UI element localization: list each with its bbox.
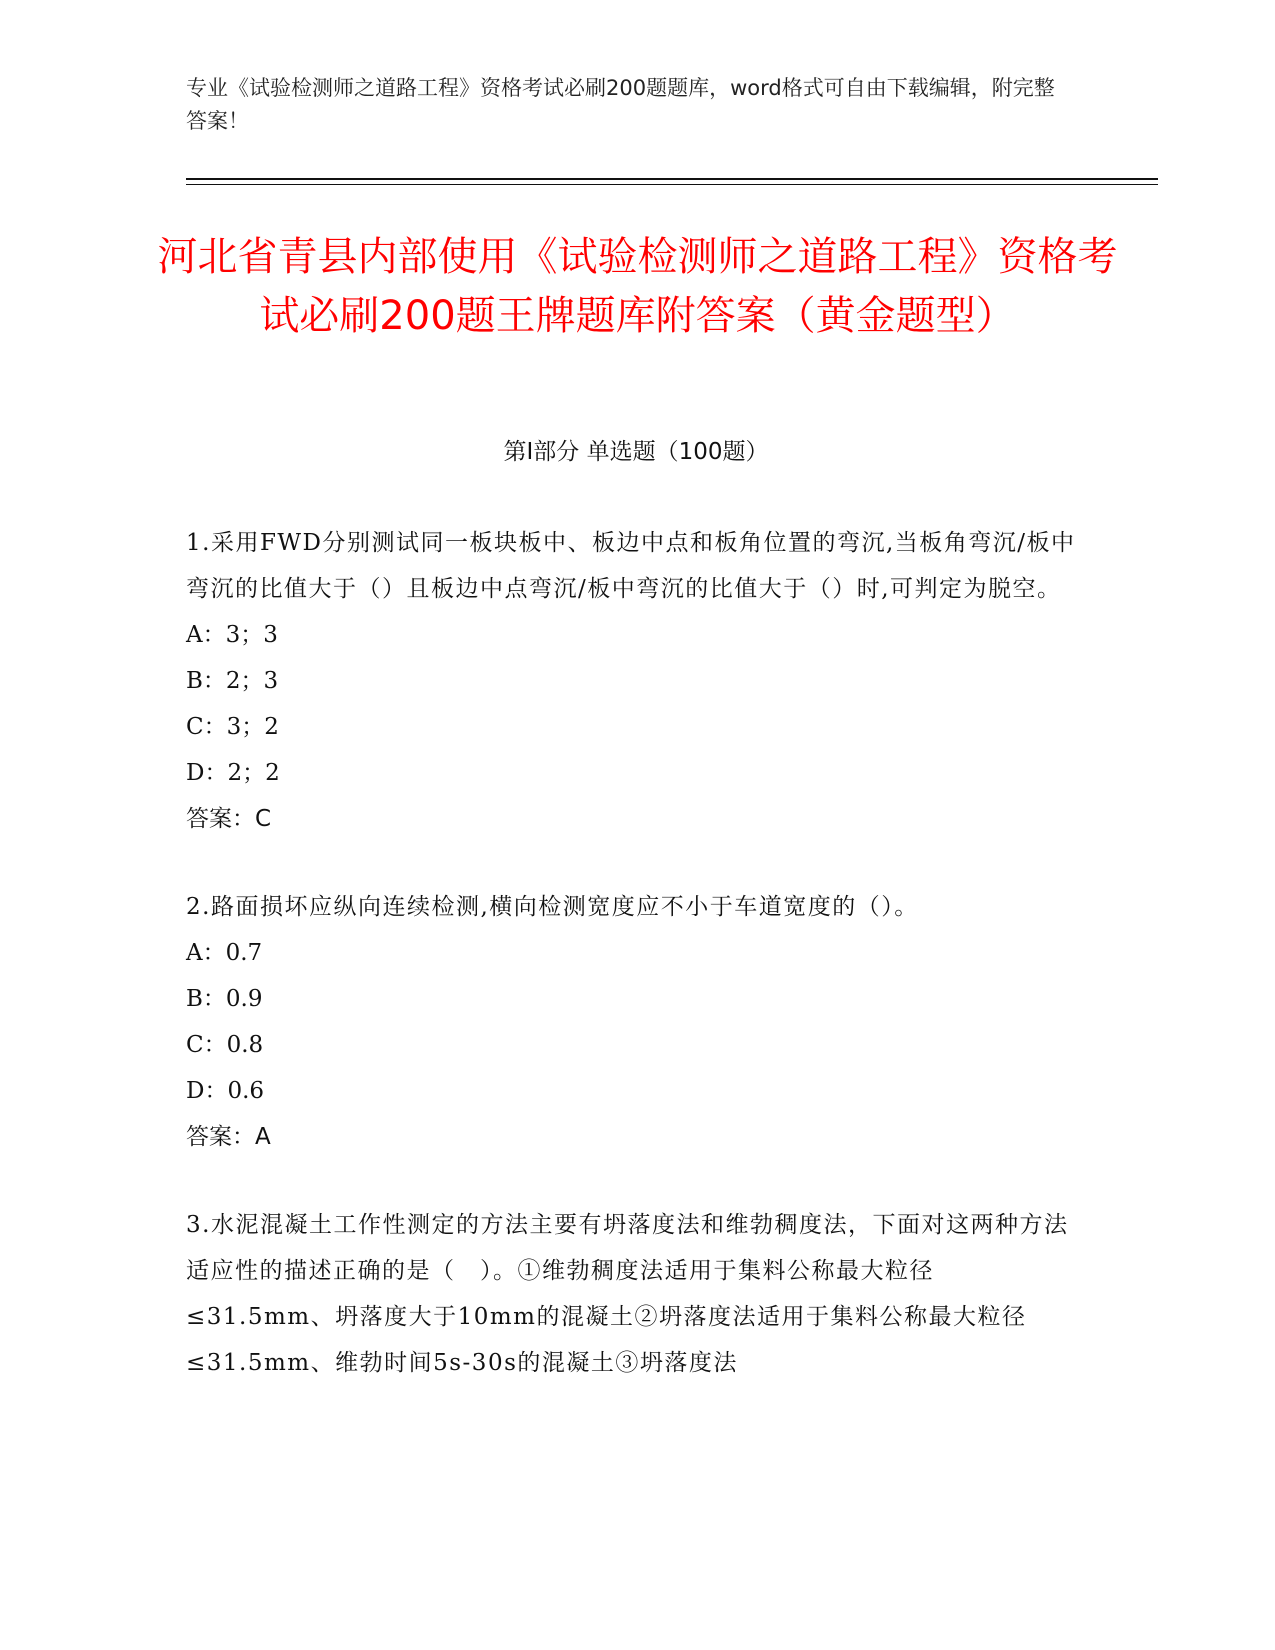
option-b: B：0.9 <box>186 986 263 1012</box>
answer: 答案：A <box>186 1124 271 1150</box>
question-text: 2.路面损坏应纵向连续检测,横向检测宽度应不小于车道宽度的（）。 <box>186 894 919 920</box>
question-2 <box>186 884 1076 1160</box>
question-list <box>186 520 1076 1428</box>
option-d: D：2；2 <box>186 760 280 786</box>
option-c: C：0.8 <box>186 1032 264 1058</box>
option-a: A：0.7 <box>186 940 263 966</box>
answer: 答案：C <box>186 806 272 832</box>
section-title: 第Ⅰ部分 单选题（100题） <box>503 439 769 465</box>
document-title: 河北省青县内部使用《试验检测师之道路工程》资格考试必刷200题王牌题库附答案（黄金题型） <box>157 234 1118 339</box>
option-a: A：3；3 <box>186 622 278 648</box>
option-d: D：0.6 <box>186 1078 265 1104</box>
header-rule-thick <box>186 178 1158 180</box>
option-c: C：3；2 <box>186 714 279 740</box>
question-3 <box>186 1202 1076 1386</box>
header-rule-thin <box>186 184 1158 185</box>
question-1 <box>186 520 1076 842</box>
header-note: 专业《试验检测师之道路工程》资格考试必刷200题题库，word格式可自由下载编辑，附完整答案！ <box>186 76 1055 133</box>
question-text: 3.水泥混凝土工作性测定的方法主要有坍落度法和维勃稠度法，下面对这两种方法适应性的描述正确的是（ ）。①维勃稠度法适用于集料公称最大粒径≤31.5mm、坍落度大于10mm的混凝土②坍落度法适用于集料公称最大粒径≤31.5mm、维勃时间5s-30s的混凝土③坍落度法 <box>186 1212 1069 1376</box>
option-b: B：2；3 <box>186 668 279 694</box>
question-text: 1.采用FWD分别测试同一板块板中、板边中点和板角位置的弯沉,当板角弯沉/板中弯沉的比值大于（）且板边中点弯沉/板中弯沉的比值大于（）时,可判定为脱空。 <box>186 530 1076 602</box>
